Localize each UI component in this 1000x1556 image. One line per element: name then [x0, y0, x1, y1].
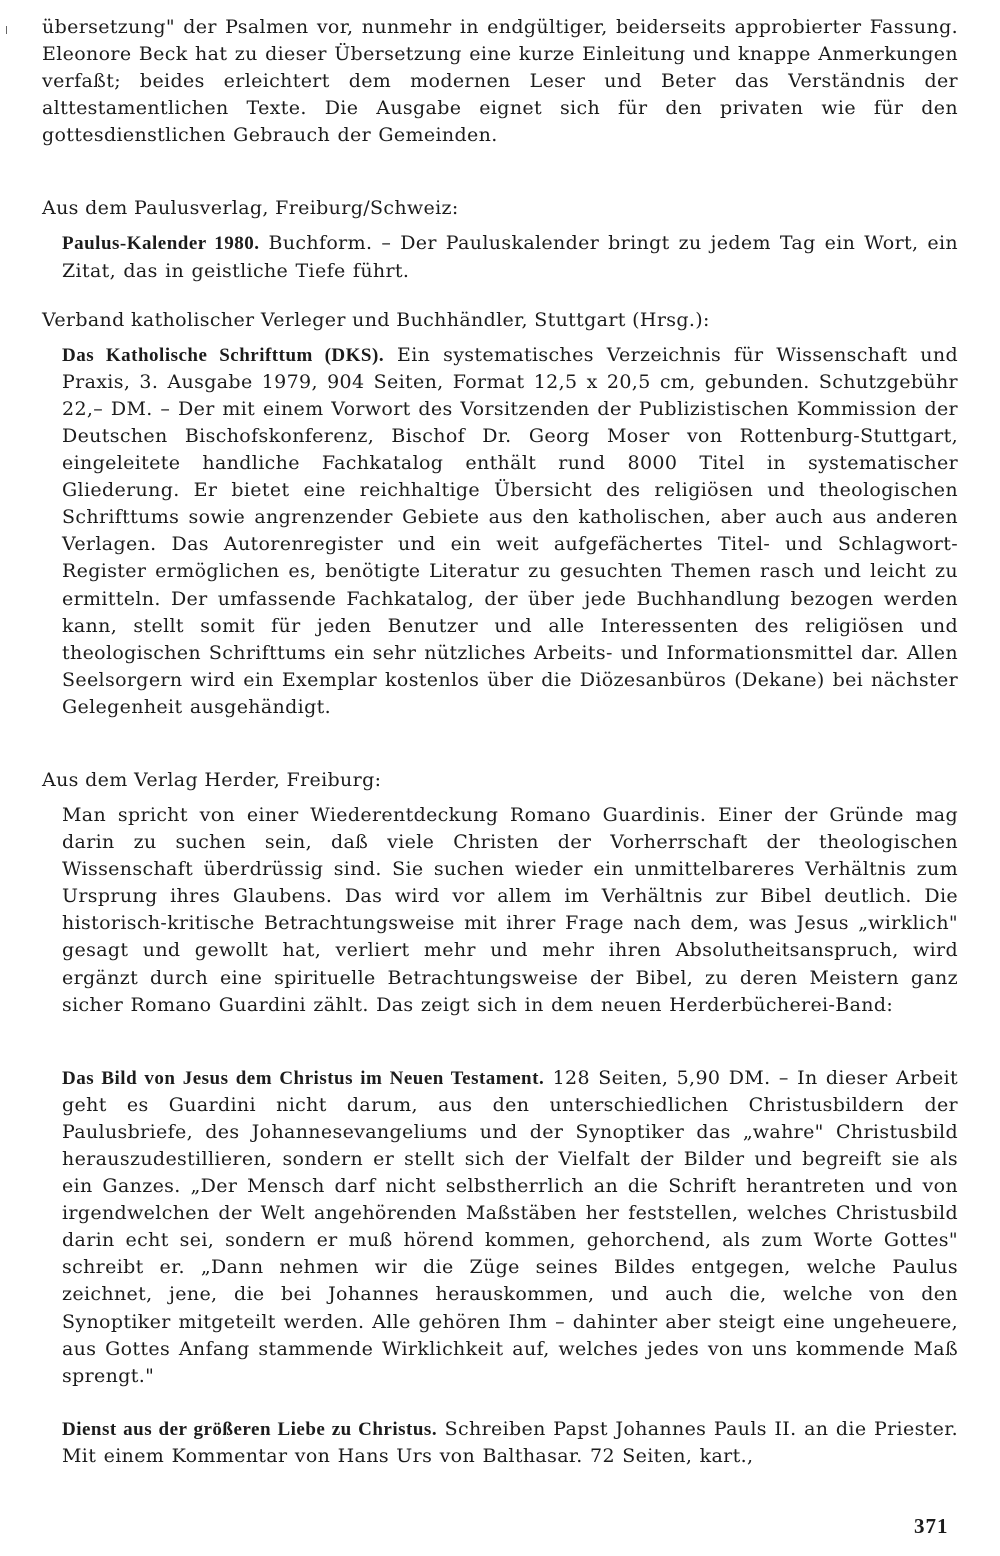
margin-mark [6, 26, 7, 34]
publisher-text: Aus dem Verlag Herder, Freiburg: [42, 768, 382, 791]
entry-title: Das Katholische Schrifttum (DKS). [62, 344, 385, 366]
paragraph-psalmen-continuation [42, 14, 958, 149]
entry-katholisches-schrifttum [42, 342, 958, 721]
publisher-text: Verband katholischer Verleger und Buchhändler, Stuttgart (Hrsg.): [42, 308, 710, 331]
entry-dienst-aus-liebe [42, 1416, 958, 1470]
entry-text: Buchform. – Der Pauluskalender bringt zu jedem Tag ein Wort, ein Zitat, das in geistliche Tiefe führt. [62, 232, 958, 282]
publisher-heading-herder [42, 767, 958, 794]
entry-bild-von-jesus [42, 1065, 958, 1390]
entry-text: Schreiben Papst Johannes Pauls II. an die Priester. Mit einem Kommentar von Hans Urs von Balthasar. 72 Seiten, kart., [62, 1417, 958, 1467]
page-number: 371 [914, 1514, 949, 1538]
document-page [42, 14, 958, 1470]
publisher-heading-paulusverlag [42, 195, 958, 222]
paragraph-herder-intro [42, 802, 958, 1019]
paragraph-text: übersetzung" der Psalmen vor, nunmehr in endgültiger, beiderseits approbierter Fassung. Eleonore Beck hat zu dieser Übersetzung eine kurze Einleitung und knappe Anmerkungen verfaßt; beides erleichtert dem modernen Leser und Beter das Verständnis der alttestamentlichen Texte. Die Ausgabe eignet sich für den privaten wie für den gottesdienstlichen Gebrauch der Gemeinden. [42, 16, 958, 147]
publisher-text: Aus dem Paulusverlag, Freiburg/Schweiz: [42, 197, 459, 220]
entry-text: 128 Seiten, 5,90 DM. – In dieser Arbeit geht es Guardini nicht darum, aus den unterschiedlichen Christusbildern der Paulusbriefe, des Johannesevangeliums und der Synoptiker das „wahre" Christusbild herauszudestillieren, sondern er stellt sich der Vielfalt der Bilder und begreift sie als ein Ganzes. „Der Mensch darf nicht selbstherrlich an die Schrift herantreten und von irgendwelchen der Welt angehörenden Maßstäben her feststellen, welches Christusbild darin echt sei, sondern er muß hörend kommen, gehorchend, als zum Worte Gottes" schreibt er. „Dann nehmen wir die Züge seines Bildes entgegen, welche Paulus zeichnet, jene, die bei Johannes herauskommen, und auch die, welche von den Synoptiker mitgeteilt werden. Alle gehören Ihm – dahinter aber steigt eine ungeheuere, aus Gottes Anfang stammende Wirklichkeit auf, welches jedes von uns kommende Maß sprengt." [62, 1066, 958, 1387]
entry-title: Paulus-Kalender 1980. [62, 233, 260, 255]
entry-title: Das Bild von Jesus dem Christus im Neuen Testament. [62, 1067, 545, 1089]
entry-title: Dienst aus der größeren Liebe zu Christus. [62, 1418, 438, 1440]
publisher-heading-verband [42, 307, 958, 334]
paragraph-text: Man spricht von einer Wiederentdeckung Romano Guardinis. Einer der Gründe mag darin zu suchen sein, daß viele Christen der Vorherrschaft der theologischen Wissenschaft überdrüssig sind. Sie suchen wieder ein unmittelbareres Verhältnis zum Ursprung ihres Glaubens. Das wird vor allem im Verhältnis zur Bibel deutlich. Die historisch-kritische Betrachtungsweise mit ihrer Frage nach dem, was Jesus „wirklich" gesagt und gewollt hat, verliert mehr und mehr ihren Absolutheitsanspruch, wird ergänzt durch eine spirituelle Betrachtungsweise der Bibel, zu deren Meistern ganz sicher Romano Guardini zählt. Das zeigt sich in dem neuen Herderbücherei-Band: [62, 803, 958, 1016]
entry-paulus-kalender [42, 230, 958, 284]
entry-text: Ein systematisches Verzeichnis für Wissenschaft und Praxis, 3. Ausgabe 1979, 904 Seiten, Format 12,5 x 20,5 cm, gebunden. Schutzgebühr 22,– DM. – Der mit einem Vorwort des Vorsitzenden der Publizistischen Kommission der Deutschen Bischofskonferenz, Bischof Dr. Georg Moser von Rottenburg-Stuttgart, eingeleitete handliche Fachkatalog enthält rund 8000 Titel in systematischer Gliederung. Er bietet eine reichhaltige Übersicht des religiösen und theologischen Schrifttums sowie angrenzender Gebiete aus den katholischen, aber auch aus anderen Verlagen. Das Autorenregister und ein weit aufgefächertes Titel- und Schlagwort-Register ermöglichen es, benötigte Literatur zu gesuchten Themen rasch und leicht zu ermitteln. Der umfassende Fachkatalog, der über jede Buchhandlung bezogen werden kann, stellt somit für jeden Benutzer und alle Interessenten des religiösen und theologischen Schrifttums ein sehr nützliches Arbeits- und Informationsmittel dar. Allen Seelsorgern wird ein Exemplar kostenlos über die Diözesanbüros (Dekane) bei nächster Gelegenheit ausgehändigt. [62, 343, 958, 718]
